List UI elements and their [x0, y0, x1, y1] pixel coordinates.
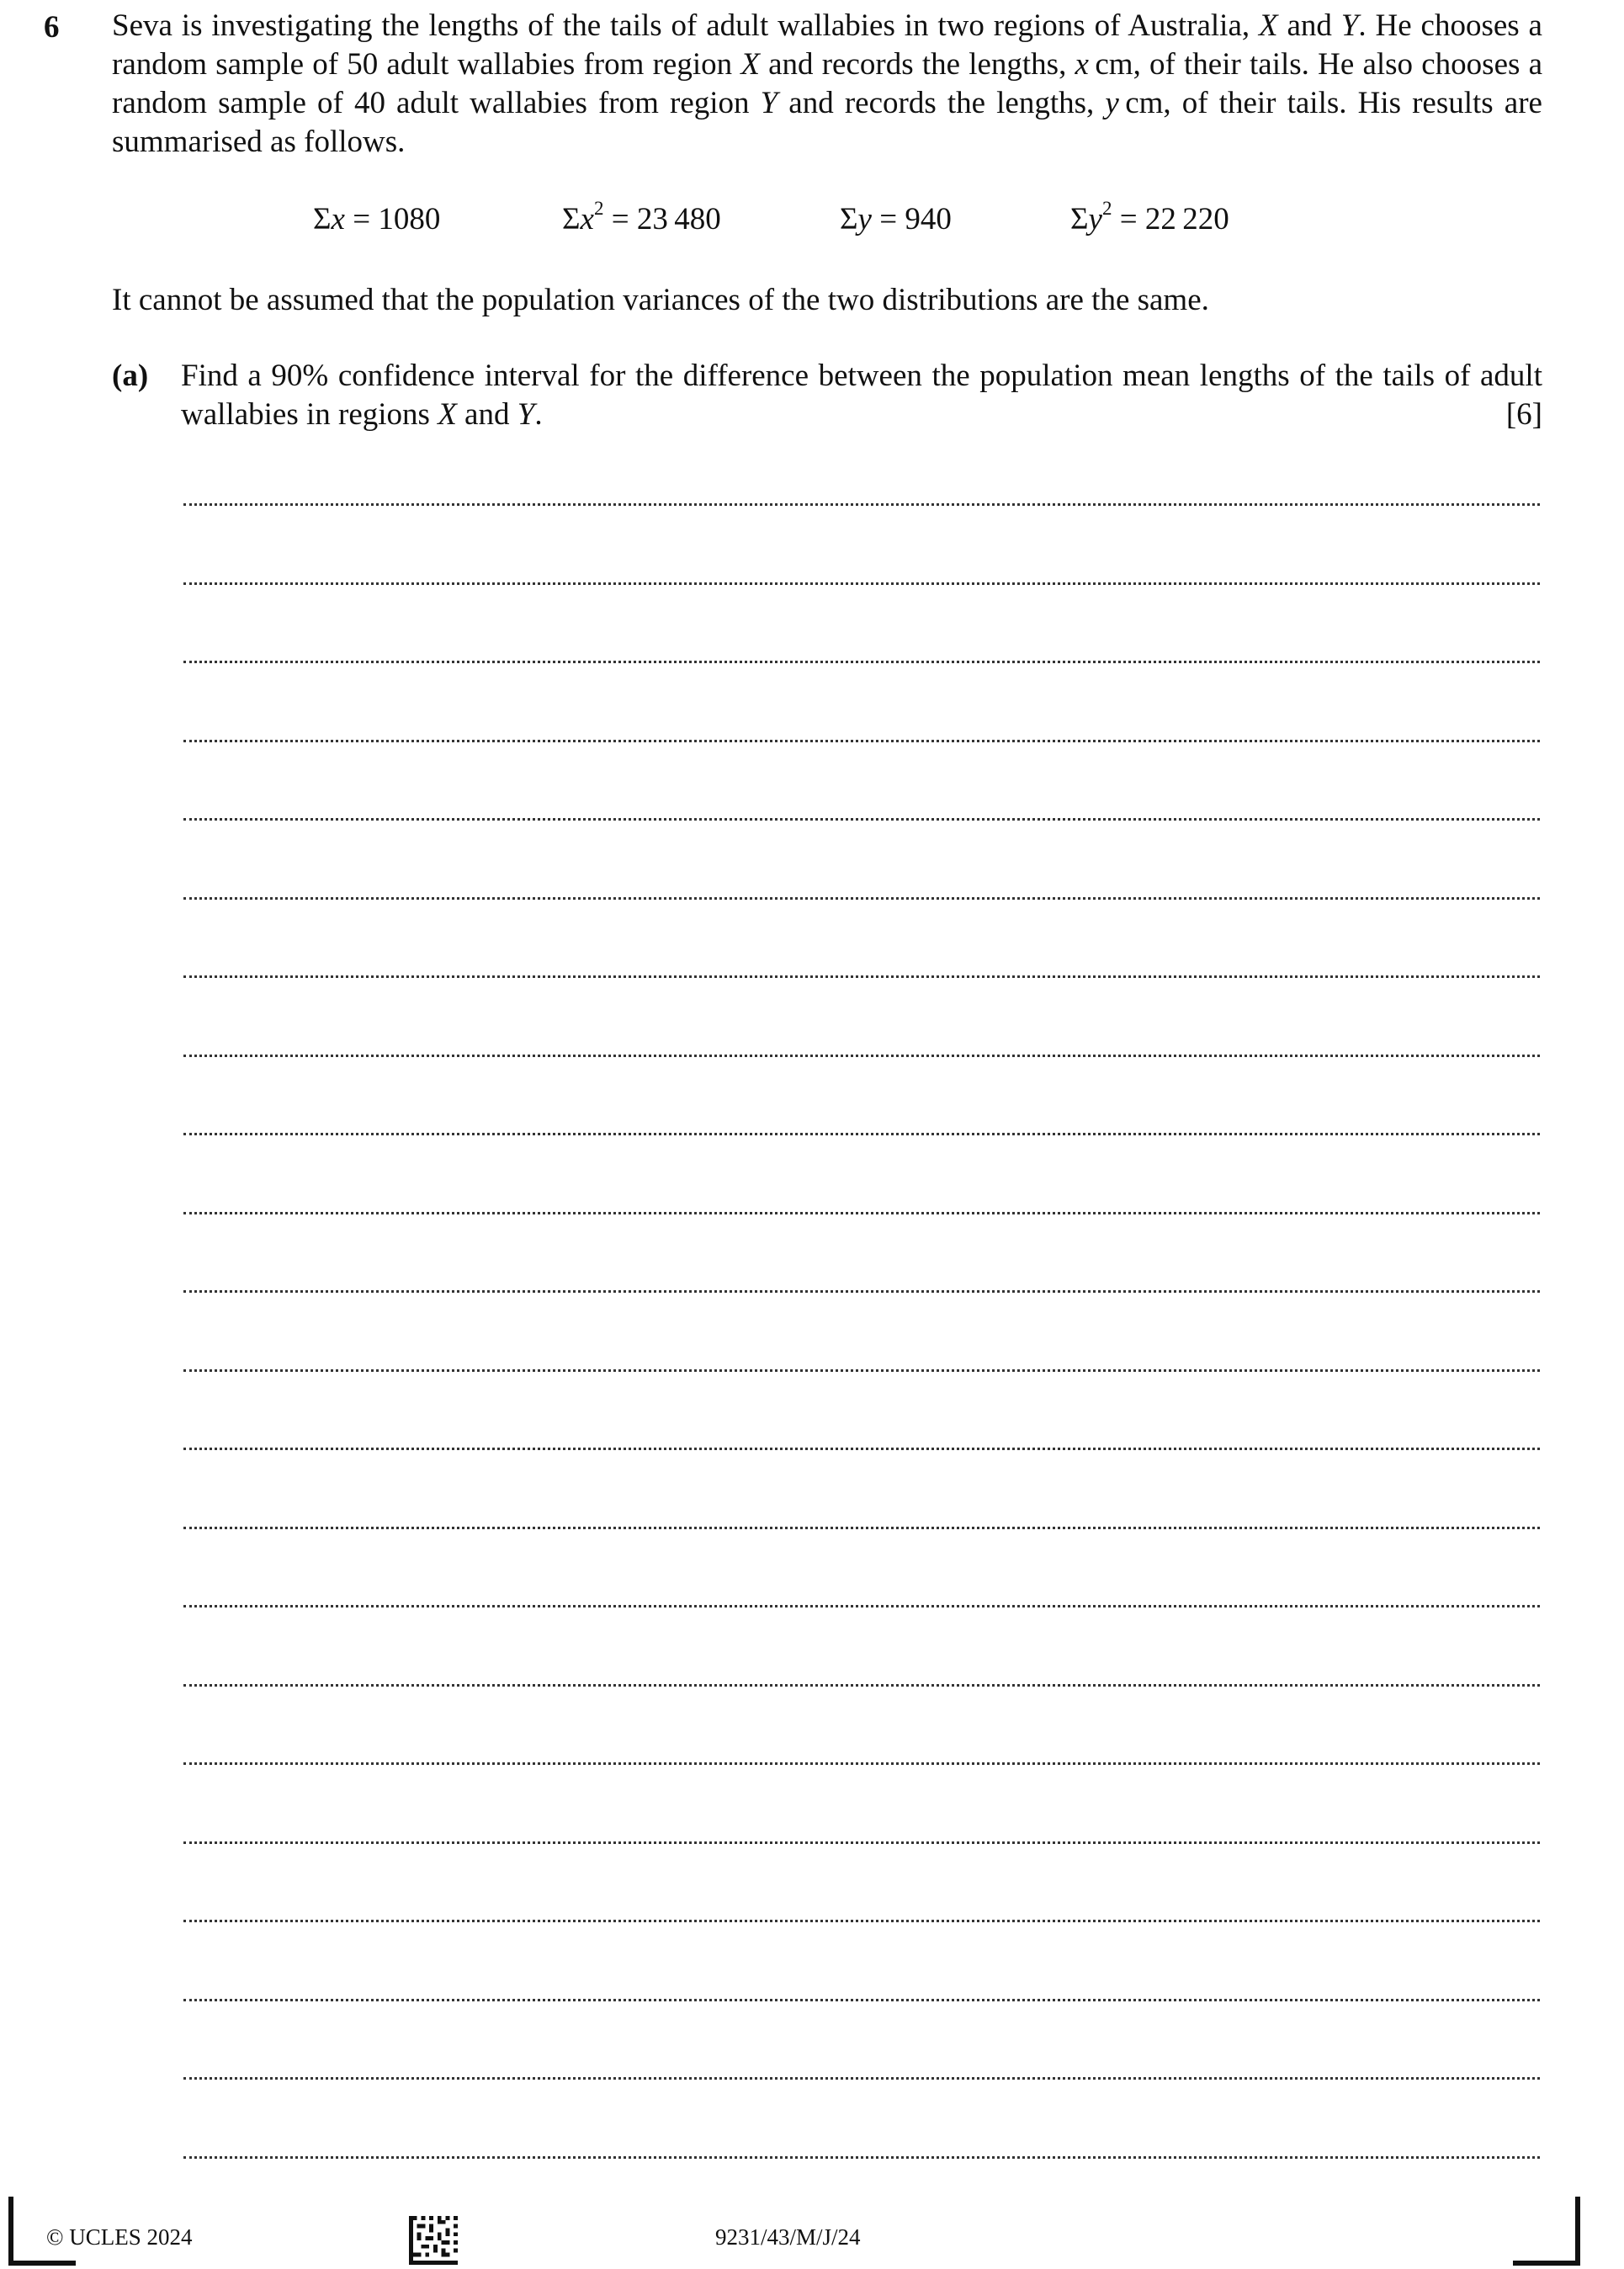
answer-line[interactable] [183, 740, 1540, 742]
answer-line[interactable] [183, 818, 1540, 821]
footer-copyright: © UCLES 2024 [46, 2224, 193, 2250]
answer-line[interactable] [183, 1527, 1540, 1529]
answer-line[interactable] [183, 1055, 1540, 1057]
answer-line[interactable] [183, 503, 1540, 506]
question-intro: Seva is investigating the lengths of the tails of adult wallabies in two regions of Australia, X and Y. He chooses a random sample of 50 adult wallabies from region X and records the lengths, x cm, of their tails. He also chooses a random sample of 40 adult wallabies from region Y and records the lengths, y cm, of their tails. His results are summarised as follows. [112, 8, 1542, 159]
answer-line[interactable] [183, 897, 1540, 900]
answer-line[interactable] [183, 1212, 1540, 1214]
answer-line[interactable] [183, 1133, 1540, 1135]
answer-line[interactable] [183, 1920, 1540, 1922]
answer-line[interactable] [183, 1448, 1540, 1450]
sum-x-squared: $\Sigma x^2 = 23$ 480 [562, 198, 721, 236]
crop-mark-right-horizontal [1513, 2261, 1580, 2266]
answer-line[interactable] [183, 1605, 1540, 1607]
answer-line[interactable] [183, 1999, 1540, 2001]
crop-mark-right-vertical [1575, 2197, 1580, 2266]
answer-line[interactable] [183, 1762, 1540, 1765]
answer-line[interactable] [183, 975, 1540, 978]
answer-line[interactable] [183, 661, 1540, 663]
summary-statistics [0, 199, 1624, 241]
answer-line[interactable] [183, 1369, 1540, 1372]
crop-mark-left-vertical [8, 2197, 13, 2266]
crop-mark-left-horizontal [8, 2261, 76, 2266]
answer-line[interactable] [183, 582, 1540, 585]
part-a-label: (a) [112, 359, 149, 393]
answer-line[interactable] [183, 1841, 1540, 1844]
datamatrix-barcode [408, 2216, 459, 2265]
sum-y-squared: $\Sigma y^2 = 22$ 220 [1070, 198, 1229, 236]
answer-line[interactable] [183, 1290, 1540, 1293]
footer-paper-code: 9231/43/M/J/24 [715, 2224, 861, 2250]
answer-line[interactable] [183, 1684, 1540, 1687]
sum-x: Σx = 1080 [313, 202, 441, 236]
sum-y: Σy = 940 [840, 202, 952, 236]
answer-line[interactable] [183, 2077, 1540, 2080]
question-number: 6 [44, 10, 60, 45]
answer-line[interactable] [183, 2156, 1540, 2159]
part-a-marks: [6] [1505, 397, 1542, 432]
variance-note: It cannot be assumed that the population variances of the two distributions are the same. [112, 283, 1209, 317]
part-a-text: Find a 90% confidence interval for the difference between the population mean lengths of the tails of adult wallabies in regions X and Y. [181, 359, 1542, 432]
